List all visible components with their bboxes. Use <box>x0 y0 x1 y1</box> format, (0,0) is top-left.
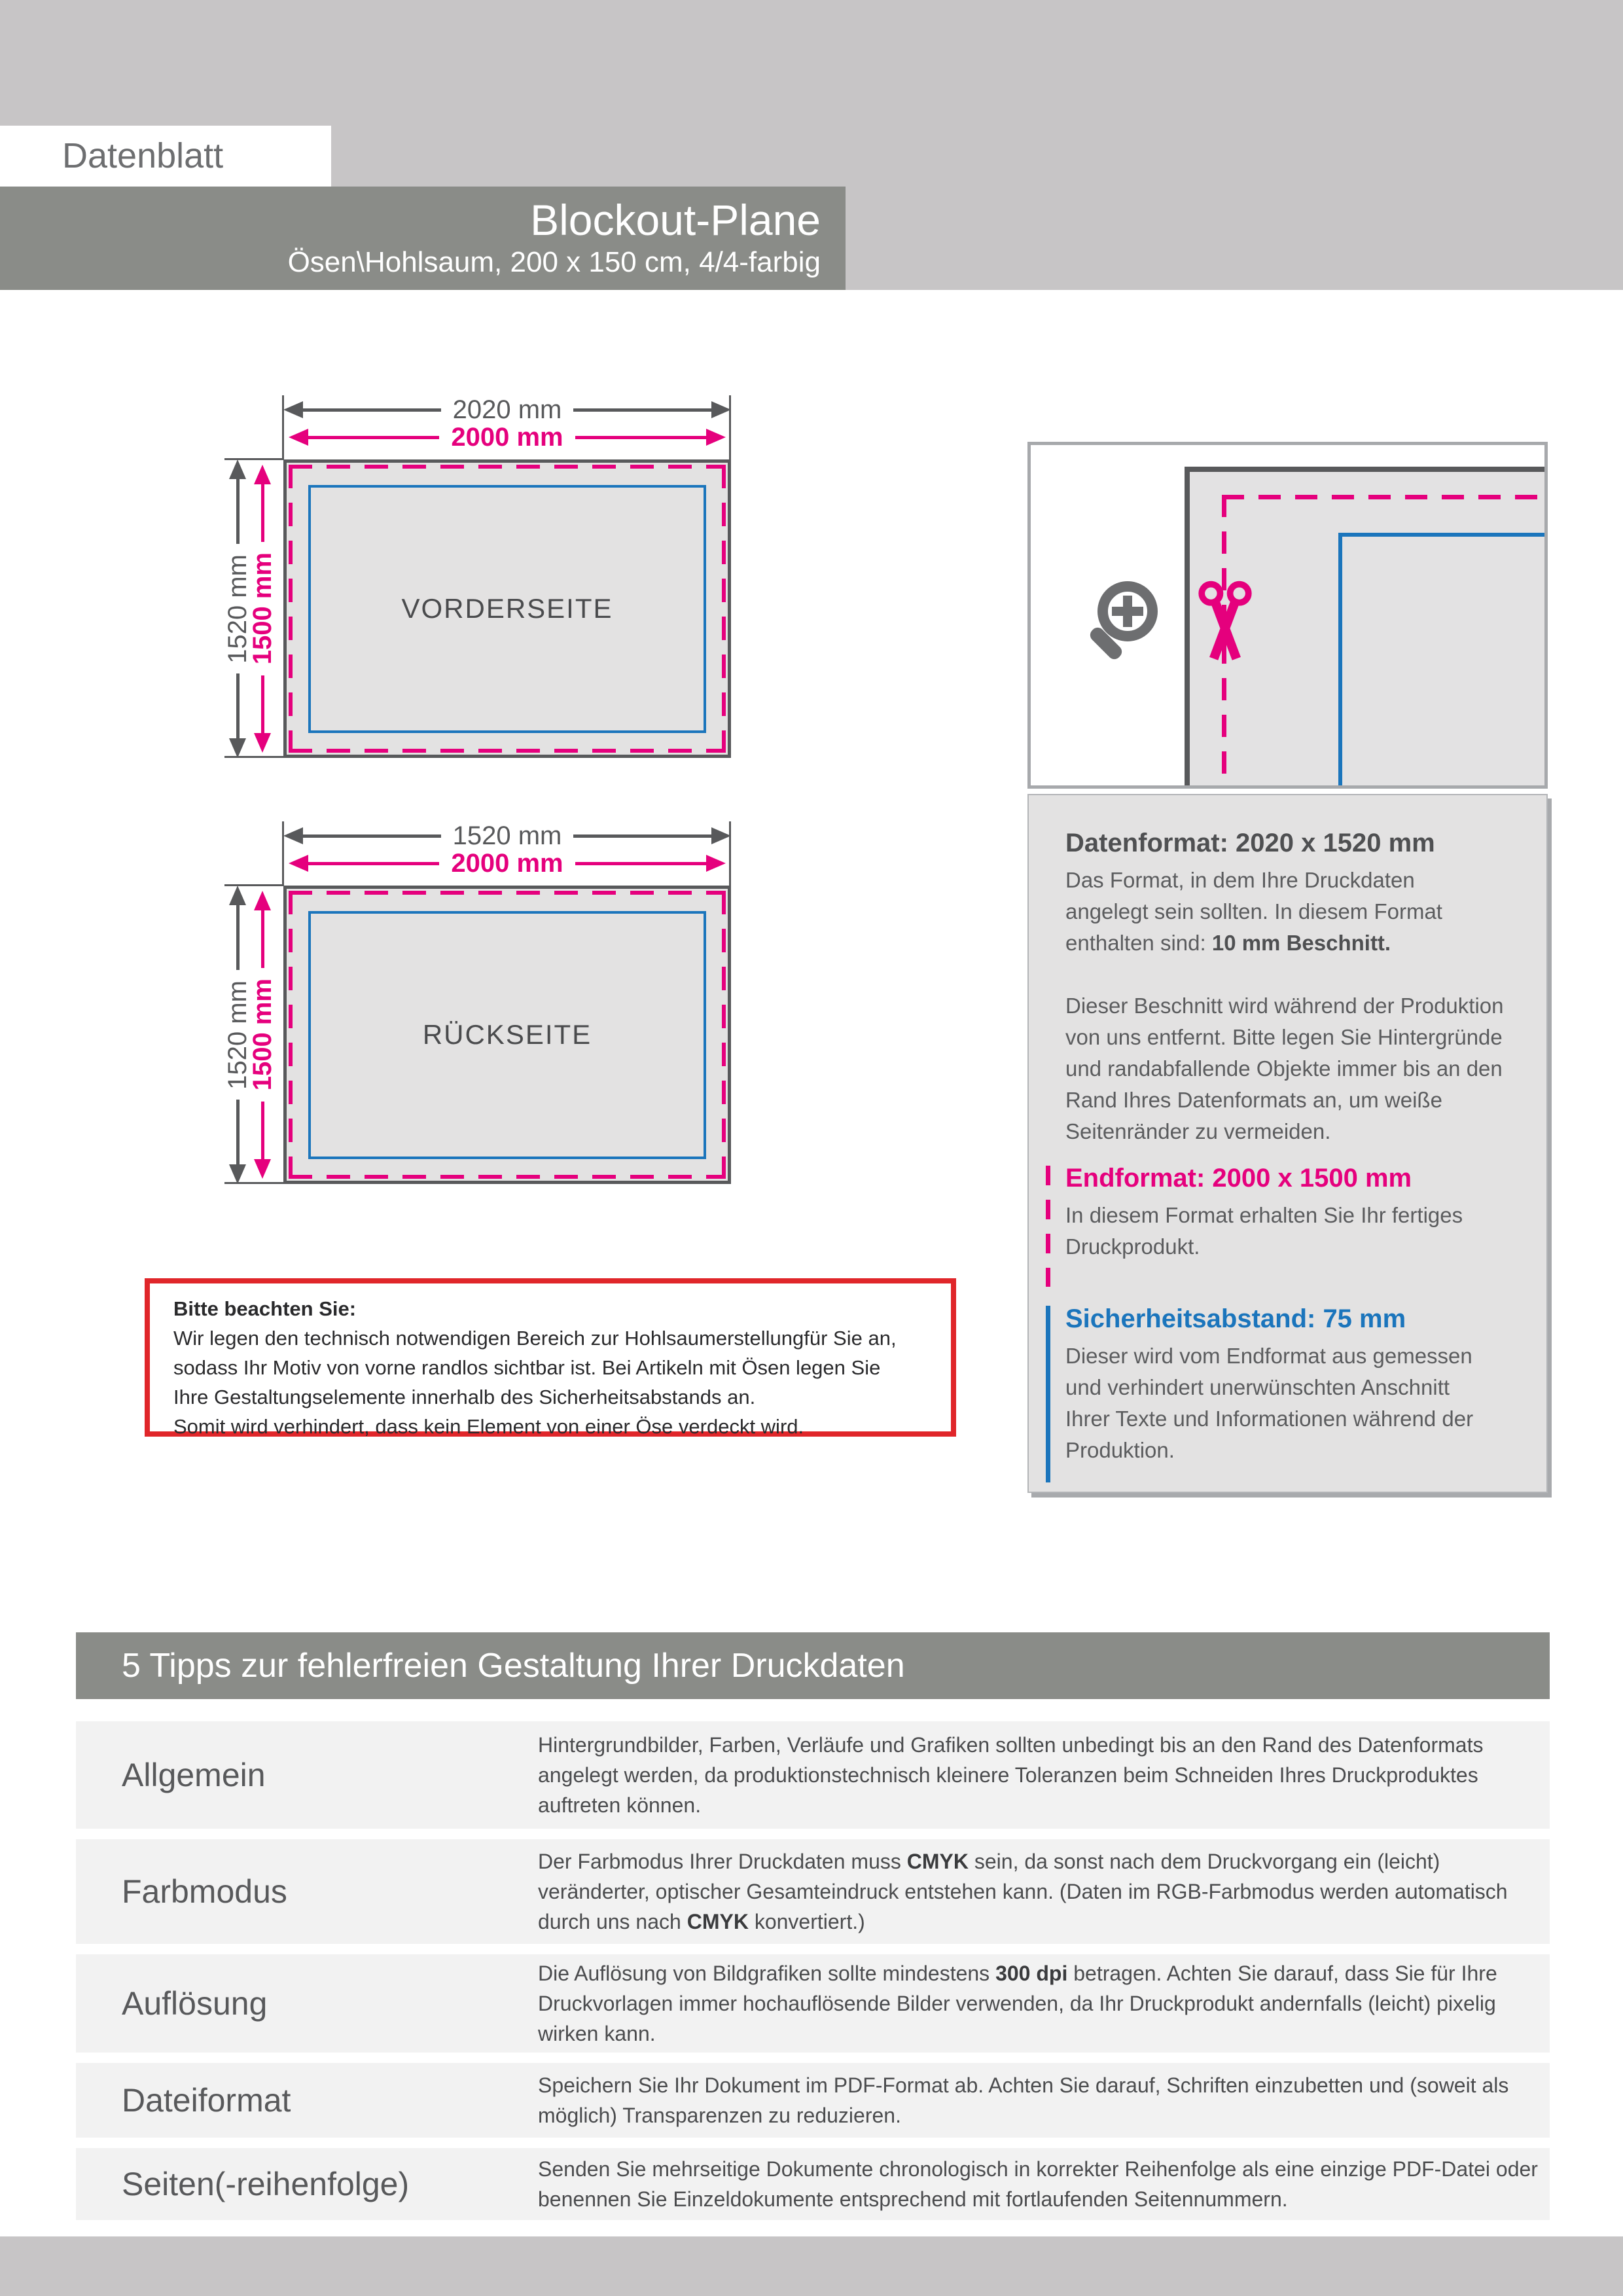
extension-line <box>282 395 284 459</box>
notice-line: Wir legen den technisch notwendigen Bereich zur Hohlsaumerstellungfür Sie an, <box>173 1327 897 1350</box>
tip-row-label: Seiten(-reihenfolge) <box>122 2166 410 2202</box>
notice-box <box>145 1278 956 1437</box>
safety-line <box>1338 533 1544 537</box>
extension-line <box>224 884 283 886</box>
endformat-body: In diesem Format erhalten Sie Ihr fertiges Druckprodukt. <box>1065 1203 1463 1259</box>
arrowhead-down-icon <box>229 738 246 758</box>
arrowhead-down-icon <box>254 733 271 753</box>
safety-line <box>1338 533 1342 785</box>
front-endformat-height-dimension <box>248 465 277 753</box>
tip-row-label: Farbmodus <box>122 1873 287 1910</box>
dataformat-body: Das Format, in dem Ihre Druckdaten angelegt sein sollten. In diesem Format enthalten sind: 10 mm Beschnitt. <box>1065 868 1442 955</box>
tip-row-text: Die Auflösung von Bildgrafiken sollte mindestens 300 dpi betragen. Achten Sie darauf, dass Sie für Ihre Druckvorlagen immer hochauflösende Bilder verwenden, da Ihr Druckprodukt andernfalls (leicht) pixelig wirken kann. <box>538 1962 1497 2045</box>
notice-line: Ihre Gestaltungselemente innerhalb des Sicherheitsabstands an. <box>173 1386 756 1408</box>
tip-row-label: Allgemein <box>122 1757 266 1793</box>
title-band <box>0 187 846 290</box>
front-endformat-width-dimension <box>289 423 726 452</box>
arrowhead-left-icon <box>289 429 308 446</box>
safety-section <box>1065 1302 1524 1466</box>
tip-row-text: Senden Sie mehrseitige Dokumente chronologisch in korrekter Reihenfolge als eine einzige PDF-Datei oder benennen Sie Einzeldokumente entsprechend mit fortlaufenden Seitennummern. <box>538 2157 1538 2211</box>
tip-row-dateiformat <box>76 2063 1550 2138</box>
page-subtitle: Ösen\Hohlsaum, 200 x 150 cm, 4/4-farbig <box>287 246 821 278</box>
arrowhead-right-icon <box>706 429 726 446</box>
endformat-title: Endformat: 2000 x 1500 mm <box>1065 1164 1412 1193</box>
format-info-panel <box>1027 794 1548 1493</box>
tip-row-text: Speichern Sie Ihr Dokument im PDF-Format ab. Achten Sie darauf, Schriften einzubetten und (soweit als möglich) Transparenzen zu reduzieren. <box>538 2073 1509 2127</box>
extension-line <box>729 821 731 886</box>
front-endformat-width-value: 2000 mm <box>451 422 563 452</box>
doc-type-label: Datenblatt <box>0 126 331 187</box>
safety-body: Dieser wird vom Endformat aus gemessen und verhindert unerwünschten Anschnitt Ihrer Texte und Informationen während der Produktion. <box>1065 1344 1474 1462</box>
arrowhead-down-icon <box>229 1164 246 1184</box>
dataformat-edge-line <box>1185 467 1544 472</box>
scissors-icon <box>1189 579 1261 664</box>
arrowhead-right-icon <box>711 827 731 844</box>
dataformat-section <box>1065 827 1517 1147</box>
arrowhead-up-icon <box>254 465 271 484</box>
notice-line: Somit wird verhindert, dass kein Element von einer Öse verdeckt wird. <box>173 1415 804 1438</box>
front-endformat-height-value: 1500 mm <box>247 552 277 665</box>
tip-row-label: Auflösung <box>122 1985 268 2022</box>
endformat-marker-line <box>1046 1166 1050 1287</box>
front-dataformat-width-dimension <box>283 395 731 424</box>
tip-row-allgemein <box>76 1721 1550 1829</box>
corner-detail-illustration <box>1027 442 1548 789</box>
arrowhead-left-icon <box>289 855 308 872</box>
back-endformat-height-value: 1500 mm <box>247 978 277 1091</box>
notice-line: sodass Ihr Motiv von vorne randlos sichtbar ist. Bei Artikeln mit Ösen legen Sie <box>173 1356 881 1379</box>
safety-marker-line <box>1046 1306 1050 1482</box>
arrowhead-right-icon <box>706 855 726 872</box>
back-dataformat-width-dimension <box>283 821 731 850</box>
extension-line <box>224 458 283 460</box>
arrowhead-right-icon <box>711 401 731 418</box>
safety-title: Sicherheitsabstand: 75 mm <box>1065 1304 1406 1333</box>
endformat-cut-line <box>1222 495 1544 499</box>
page-title: Blockout-Plane <box>530 196 821 244</box>
arrowhead-up-icon <box>229 459 246 479</box>
front-side-label: VORDERSEITE <box>401 593 613 624</box>
back-side-label: RÜCKSEITE <box>422 1019 592 1050</box>
notice-title: Bitte beachten Sie: <box>173 1297 357 1320</box>
back-endformat-height-dimension <box>248 891 277 1179</box>
tip-row-aufloesung <box>76 1954 1550 2053</box>
extension-line <box>224 756 283 758</box>
back-dataformat-width-value: 1520 mm <box>452 821 562 850</box>
dataformat-title: Datenformat: 2020 x 1520 mm <box>1065 829 1435 857</box>
arrowhead-up-icon <box>229 886 246 905</box>
extension-line <box>282 821 284 886</box>
tip-row-text: Hintergrundbilder, Farben, Verläufe und Grafiken sollten unbedingt bis an den Rand des Datenformats angelegt werden, da produktionstechnisch kleinere Toleranzen beim Schneiden Ihres Druckproduktes auftreten können. <box>538 1733 1484 1817</box>
front-dataformat-width-value: 2020 mm <box>452 395 562 424</box>
arrowhead-down-icon <box>254 1159 271 1179</box>
arrowhead-up-icon <box>254 891 271 910</box>
footer-band <box>0 2236 1623 2296</box>
arrowhead-left-icon <box>283 827 303 844</box>
endformat-section <box>1065 1162 1524 1263</box>
dataformat-body2: Dieser Beschnitt wird während der Produktion von uns entfernt. Bitte legen Sie Hintergründe und randabfallende Objekte immer bis an den Rand Ihres Datenformats an, um weiße Seitenränder zu vermeiden. <box>1065 994 1504 1143</box>
extension-line <box>729 395 731 459</box>
tip-row-label: Dateiformat <box>122 2082 291 2119</box>
tip-row-farbmodus <box>76 1839 1550 1944</box>
back-endformat-width-value: 2000 mm <box>451 848 563 878</box>
bleed-value: 10 mm Beschnitt. <box>1211 931 1391 955</box>
arrowhead-left-icon <box>283 401 303 418</box>
front-dataformat-height-value: 1520 mm <box>223 554 252 664</box>
extension-line <box>224 1182 283 1184</box>
back-dataformat-height-value: 1520 mm <box>223 980 252 1090</box>
tip-row-seitenreihenfolge <box>76 2148 1550 2220</box>
zoom-in-icon <box>1088 581 1173 673</box>
tips-header: 5 Tipps zur fehlerfreien Gestaltung Ihrer Druckdaten <box>76 1632 1550 1699</box>
back-endformat-width-dimension <box>289 849 726 878</box>
tip-row-text: Der Farbmodus Ihrer Druckdaten muss CMYK sein, da sonst nach dem Druckvorgang ein (leicht) veränderter, optischer Gesamteindruck entstehen kann. (Daten im RGB-Farbmodus werden automatisch durch uns nach CMYK konvertiert.) <box>538 1850 1508 1933</box>
